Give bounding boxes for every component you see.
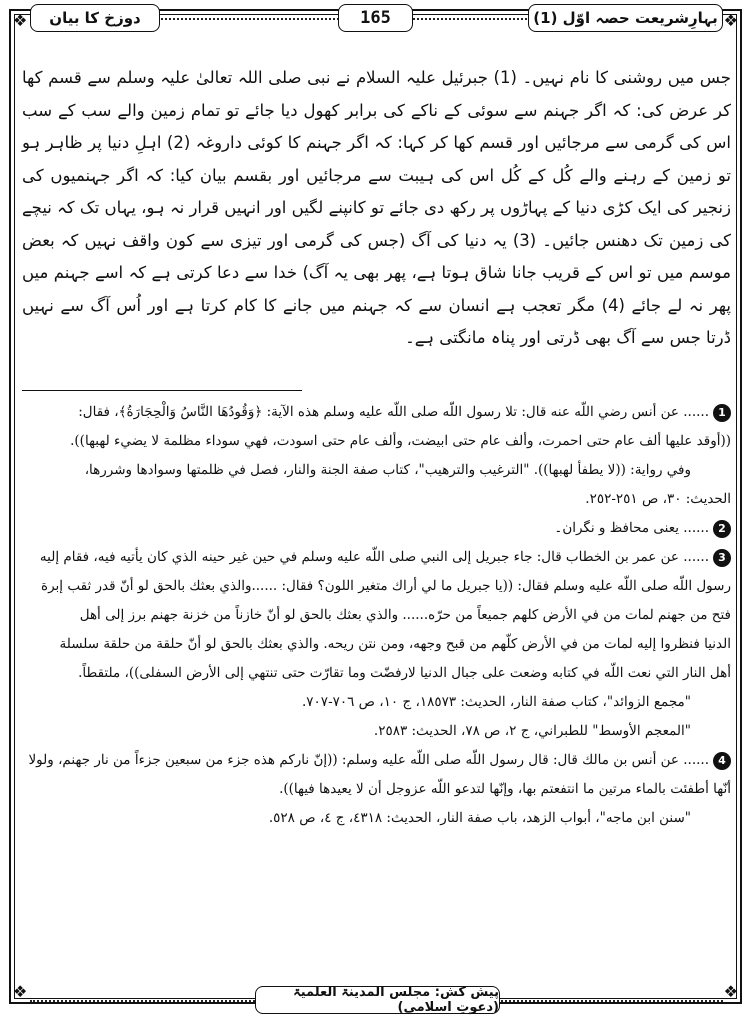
footnote-number: 2 bbox=[713, 520, 731, 538]
corner-ornament-icon: ❖ bbox=[13, 11, 28, 30]
body-paragraph: جس میں روشنی کا نام نہیں۔ (1) جبرئیل علیہ السلام نے نبی صلی اللہ تعالیٰ علیہ وسلم سے قسم کھا کر عرض کی: کہ اگر جہنم سے سوئی کے ناکے کی برابر کھول دیا جائے تو تمام زمین والے سب کے سب اس کی گرمی سے مرجائیں اور قسم کھا کر کہا: کہ اگر جہنم کا کوئی داروغہ (2) اہلِ دنیا پر ظاہر ہو تو زمین کے رہنے والے کُل کے کُل اس کی ہیبت سے مرجائیں اور بقسم بیان کیا: کہ اگر جہنمیوں کی زنجیر کی ایک کڑی دنیا کے پہاڑوں پر رکھ دی جائے تو کانپنے لگیں اور انہیں قرار نہ ہو، یہاں تک کہ نیچے کی زمین تک دھنس جائیں۔ (3) یہ دنیا کی آگ (جس کی گرمی اور تیزی سے کون واقف نہیں کہ بعض موسم میں تو اس کے قریب جانا شاق ہوتا ہے، پھر بھی یہ آگ) خدا سے دعا کرتی ہے کہ اسے جہنم میں پھر نہ لے جائے (4) مگر تعجب ہے انسان سے کہ جہنم میں جانے کا کام کرتا ہے اور اُس آگ سے نہیں ڈرتا جس سے آگ بھی ڈرتی اور پناہ مانگتی ہے۔ bbox=[22, 68, 731, 347]
footnote-number: 1 bbox=[713, 404, 731, 422]
footnote-line: الحديث: ٣٠، ص ٢٥١-٢٥٢. bbox=[585, 491, 731, 507]
footnote-separator bbox=[22, 390, 302, 391]
footnote-2 bbox=[22, 514, 731, 543]
book-title: بہارِشریعت حصہ اوّل (1) bbox=[528, 4, 723, 32]
footnote-line: وفي رواية: ((لا يطفأ لهبها)). "الترغيب والترهيب"، كتاب صفة الجنة والنار، فصل في ظلمتها وسوادها وشررها، bbox=[84, 462, 691, 478]
footnote-line: أنّها أطفئت بالماء مرتين ما انتفعتم بها، وإنّها لتدعو اللّه عزوجل أن لا يعيدها فيها)). bbox=[279, 781, 731, 797]
corner-ornament-icon: ❖ bbox=[723, 11, 738, 30]
footnote-line: رسول اللّه صلى اللّه عليه وسلم فقال: ((يا جبريل ما لي أراك متغير اللون؟ فقال: ......والذي بعثك بالحق لو أنّ قدر ثقب إبرة bbox=[41, 578, 731, 594]
footnote-3 bbox=[22, 543, 731, 572]
footnote-text: ...... عن عمر بن الخطاب قال: جاء جبريل إلى النبي صلى اللّه عليه وسلم في حين غير حينه الذي كان يأتيه فيه، فقام إليه bbox=[39, 549, 709, 565]
footnote-number: 4 bbox=[713, 752, 731, 770]
corner-ornament-icon: ❖ bbox=[13, 982, 28, 1001]
footnote-number: 3 bbox=[713, 549, 731, 567]
footnote-reference: "سنن ابن ماجه"، أبواب الزهد، باب صفة النار، الحديث: ٤٣١٨، ج ٤، ص ٥٢٨. bbox=[268, 810, 691, 826]
footnote-line: الدنيا فنظروا إليه لمات من في الأرض كلّهم من قبح وجهه، ومن نتن ريحه. والذي بعثك بالحق لو أنّ حلقة من حلقة سلسلة bbox=[59, 636, 731, 652]
footnote-text: ...... عن أنس رضي اللّه عنه قال: تلا رسول اللّه صلى اللّه عليه وسلم هذه الآية: ﴿وَقُودُهَا النَّاسُ وَالْحِجَارَةُ﴾، فقال: bbox=[78, 404, 709, 420]
footnote-text: ...... عن أنس بن مالك قال: قال رسول اللّه صلى اللّه عليه وسلم: ((إنّ ناركم هذه جزء من سبعين جزءاً من نار جهنم، ولولا bbox=[28, 752, 709, 768]
publisher-footer: پیش کش: مجلس المدینۃ العلمیۃ (دعوتِ اسلامی) bbox=[255, 986, 500, 1014]
main-text bbox=[22, 62, 731, 355]
footnote-1 bbox=[22, 398, 731, 427]
footnotes bbox=[22, 398, 731, 833]
footnote-4 bbox=[22, 746, 731, 775]
footnote-line: ((أوقد عليها ألف عام حتى احمرت، وألف عام حتى ابيضت، وألف عام حتى اسودت، فهي سوداء مظلمة لا يضيء لهبها)). bbox=[70, 433, 731, 449]
footnote-line: فتح من جهنم لمات من في الأرض كلهم جميعاً من حرّه...... والذي بعثك بالحق لو أنّ خازناً من خزنة جهنم برز إلى أهل bbox=[79, 607, 731, 623]
corner-ornament-icon: ❖ bbox=[723, 982, 738, 1001]
chapter-title: دوزخ کا بیان bbox=[30, 4, 160, 32]
footnote-reference: "مجمع الزوائد"، كتاب صفة النار، الحديث: ١٨٥٧٣، ج ١٠، ص ٧٠٦-٧٠٧. bbox=[302, 694, 691, 710]
page-number: 165 bbox=[338, 4, 413, 32]
footnote-reference: "المعجم الأوسط" للطبراني، ج ٢، ص ٧٨، الحديث: ٢٥٨٣. bbox=[373, 723, 691, 739]
footnote-text: ...... یعنی محافظ و نگران۔ bbox=[554, 520, 709, 536]
footnote-line: أهل النار التي نعت اللّه في كتابه وضعت على جبال الدنيا لارفضّت وما تقارّت حتى تنتهي إلى الأرض السفلى))، ملتقطاً. bbox=[78, 665, 731, 681]
